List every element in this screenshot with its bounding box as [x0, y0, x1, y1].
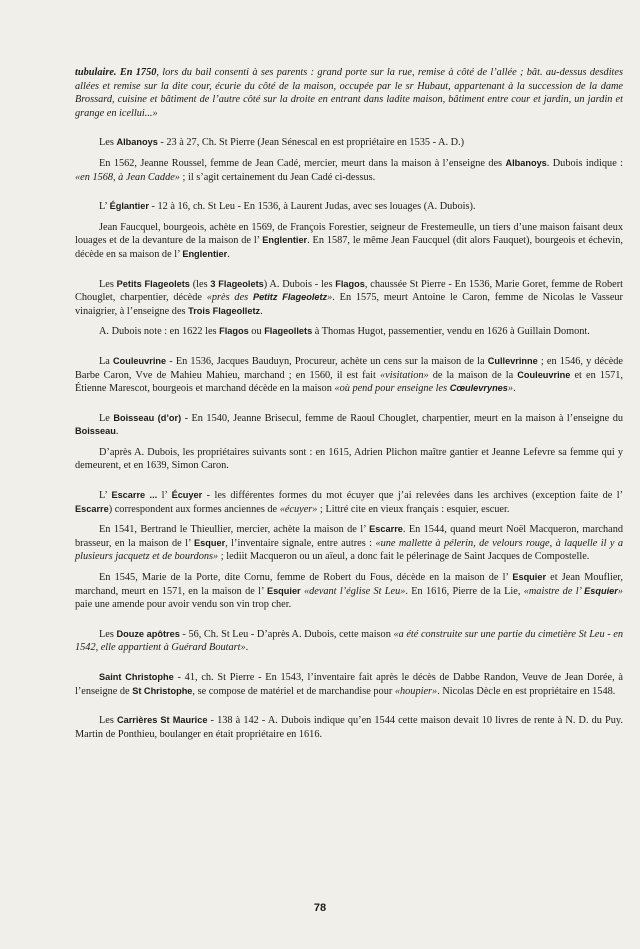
- house-sign-name: Couleuvrine: [517, 369, 571, 380]
- text-run: . En 1575, meurt Antoine le Caron, femme de Nicolas le Vasseur vinaigrier, à l’enseigne des: [75, 292, 623, 317]
- quotation: «près des: [206, 292, 253, 304]
- text-run: . En 1616, Pierre de la Lie,: [405, 585, 524, 597]
- text-run: , se compose de matériel et de marchandise pour: [192, 685, 395, 697]
- house-sign-name: Flageollets: [264, 326, 313, 337]
- house-sign-name: Esquer: [194, 537, 226, 548]
- house-sign-name: Saint Christophe: [99, 672, 174, 682]
- house-sign-name: Escarre ...: [111, 490, 162, 501]
- text-run: paie une amende pour avoir vendu son vin trop cher.: [75, 599, 292, 611]
- quotation: «a été construite sur une partie du cimetière St Leu - en 1542, elle appartient à Guérard Boutart»: [75, 628, 623, 654]
- house-sign-name: Églantier: [109, 201, 149, 212]
- text-run: ) correspondent aux formes anciennes de: [108, 503, 280, 515]
- house-sign-name: Boisseau: [75, 426, 116, 437]
- text-run: . En 1544, quand meurt Noël Macqueron, marchand brasseur, en la maison de l’: [75, 524, 623, 549]
- text-run: , l’inventaire signale, entre autres :: [225, 537, 376, 549]
- house-sign-name: Cœulevrynes: [449, 383, 508, 394]
- house-sign-name: Petits Flageolets: [116, 278, 190, 289]
- text-run: - 12 à 16, ch. St Leu - En 1536, à Laurent Judas, avec ses louages (A. Dubois).: [148, 201, 476, 213]
- house-sign-name: Escarre: [75, 503, 109, 514]
- text-run: - En 1536, Jacques Bauduyn, Procureur, achète un cens sur la maison de la: [166, 355, 488, 367]
- text-run: Les: [99, 628, 117, 640]
- text-run: Jean Faucquel, bourgeois, achète en 1569, de François Forestier, seigneur de Frestemeulle, un tiers d’une maison faisant deux louages et de la devanture de la maison de l’: [75, 221, 623, 247]
- house-sign-name: Esquier: [512, 572, 547, 583]
- text-run: L’: [99, 201, 110, 213]
- text-run: l’: [161, 490, 172, 502]
- entry-couleuvrine: [75, 355, 623, 396]
- entry-petits-flageolets: [75, 278, 623, 319]
- text-run: - les différentes formes du mot écuyer que j’ai relevées dans les archives (exception faite de l’: [202, 490, 624, 502]
- text-run: - En 1540, Jeanne Brisecul, femme de Raoul Chouglet, charpentier, meurt en la maison à l’enseigne du: [181, 412, 623, 424]
- text-run: - 23 à 27, Ch. St Pierre (Jean Sénescal en est propriétaire en 1535 - A. D.): [157, 137, 465, 149]
- text-run: Les: [99, 137, 117, 149]
- text-run: tubulaire. En 1750: [75, 67, 157, 78]
- house-sign-name: Flagos: [335, 278, 365, 289]
- quotation: «maistre de l’: [523, 585, 585, 597]
- paragraph: [75, 523, 623, 564]
- text-run: ) A. Dubois - les: [263, 278, 336, 290]
- text-run: . En 1587, le même Jean Faucquel (dit alors Fauquet), bourgeois et échevin, décède en sa maison de l’: [75, 235, 623, 260]
- house-sign-name: Carrières St Maurice: [116, 715, 208, 726]
- quotation: «où pend pour enseigne les: [334, 383, 450, 395]
- text-run: .: [227, 248, 230, 260]
- quotation: «houpier»: [394, 685, 438, 697]
- text-run: Le: [99, 412, 114, 424]
- text-run: Les: [99, 278, 117, 290]
- text-run: ou: [248, 326, 265, 338]
- entry-saint-christophe: [75, 671, 623, 698]
- quotation: «visitation»: [380, 369, 429, 381]
- house-sign-name: St Christophe: [132, 685, 193, 696]
- page-body: [75, 66, 623, 748]
- text-run: .: [260, 305, 263, 317]
- paragraph: [75, 157, 623, 184]
- text-run: D’après A. Dubois, les propriétaires suivants sont : en 1615, Adrien Plichon maître gantier et Jeanne Lefevre sa femme qui y demeurent, et en 1639, Simon Caron.: [75, 446, 623, 472]
- text-run: . Dubois indique :: [546, 157, 623, 169]
- house-sign-name: Douze apôtres: [116, 628, 180, 639]
- text-run: et Jean Mouflier, marchand, meurt en 1571, en la maison de l’: [75, 572, 623, 597]
- page-number: 78: [313, 902, 327, 914]
- text-run: La: [99, 355, 114, 367]
- text-run: , chaussée St Pierre - En 1536, Marie Goret, femme de Robert Chouglet, charpentier, décède: [75, 278, 624, 304]
- entry-douze-apotres: [75, 628, 623, 655]
- quotation: «devant l’église St Leu»: [303, 585, 406, 597]
- text-run: L’: [99, 490, 112, 502]
- quotation: »: [327, 292, 333, 304]
- text-run: ; il s’agit certainement du Jean Cadé ci-dessus.: [179, 171, 376, 183]
- paragraph: [75, 446, 623, 473]
- house-sign-name: Englentier: [182, 248, 228, 259]
- text-run: ; en 1546, y décède Barbe Caron, Vve de Mahieu Mahieu, marchand ; en 1560, il est fait: [75, 355, 623, 381]
- paragraph: [75, 571, 623, 612]
- text-run: ; lediit Macqueron ou un aïeul, a donc fait le pélerinage de Saint Jacques de Compostelle.: [218, 551, 590, 563]
- house-sign-name: Petitz Flageoletz: [252, 292, 328, 303]
- paragraph: [75, 221, 623, 262]
- text-run: En 1545, Marie de la Porte, dite Cornu, femme de Robert du Fous, décède en la maison de l’: [99, 572, 513, 584]
- paragraph: [75, 325, 623, 339]
- text-run: .: [115, 426, 119, 438]
- entry-carrieres-st-maurice: [75, 714, 623, 741]
- text-run: - 138 à 142 - A. Dubois indique qu’en 1544 cette maison devait 10 livres de rente à N. D. du Puy. Martin de Ponthieu, boulanger en était propriétaire en 1616.: [75, 715, 623, 740]
- quotation: «écuyer»: [279, 503, 318, 515]
- paragraph-continuation: [75, 66, 623, 120]
- quotation: «une mallette à pélerin, de velours rouge, à laquelle il y a plusieurs jacquetz et de bourdons»: [75, 537, 623, 563]
- entry-albanoys: [75, 136, 623, 150]
- text-run: , lors du bail consenti à ses parents : grand porte sur la rue, remise à côté de l’allée ; bât. au-dessus desdites allées et remise sur la dite cour, écurie du côté de la maison, occupée par le sr Hubaut, appartenant à la succession de la dame Brossard, cuisine et bâtiment de l’autre côté sur la droite en entrant dans ladite maison, bâtiment entre cour et jardin, un jardin et grange en icellui...»: [75, 67, 623, 119]
- house-sign-name: Boisseau (d’or): [113, 412, 182, 423]
- text-run: A. Dubois note : en 1622 les: [99, 326, 220, 338]
- house-sign-name: Esquier: [584, 585, 618, 596]
- house-sign-name: Couleuvrine: [113, 355, 167, 366]
- text-run: En 1541, Bertrand le Thieullier, mercier, achète la maison de l’: [99, 524, 370, 536]
- text-run: .: [513, 383, 516, 395]
- house-sign-name: Esquier: [266, 585, 301, 596]
- quotation: »: [507, 383, 514, 395]
- quotation: »: [617, 585, 624, 597]
- entry-escarre: [75, 489, 623, 516]
- house-sign-name: 3 Flageolets: [210, 278, 264, 289]
- house-sign-name: Trois Flageolletz: [188, 305, 261, 316]
- text-run: .: [245, 642, 249, 654]
- text-run: - 56, Ch. St Leu - D’après A. Dubois, cette maison: [179, 628, 394, 640]
- house-sign-name: Albanoys: [505, 157, 547, 168]
- entry-eglantier: [75, 200, 623, 214]
- text-run: En 1562, Jeanne Roussel, femme de Jean Cadé, mercier, meurt dans la maison à l’enseigne des: [99, 157, 506, 169]
- text-run: à Thomas Hugot, passementier, vendu en 1626 à Guillain Domont.: [312, 326, 590, 338]
- entry-boisseau: [75, 412, 623, 439]
- text-run: de la maison de la: [428, 369, 518, 381]
- text-run: ; Littré cite en vieux français : esquier, escuer.: [317, 503, 510, 515]
- text-run: Les: [99, 715, 117, 727]
- quotation: «en 1568, à Jean Cadde»: [75, 171, 180, 183]
- house-sign-name: Englentier: [262, 235, 308, 246]
- house-sign-name: Écuyer: [171, 490, 203, 501]
- text-run: - 41, ch. St Pierre - En 1543, l’inventaire fait après le décès de Dabbe Randon, Veuve de Jean Dorée, à l’enseigne de: [75, 672, 623, 697]
- text-run: (les: [189, 278, 211, 290]
- house-sign-name: Cullevrinne: [487, 355, 538, 366]
- house-sign-name: Escarre: [369, 524, 403, 535]
- house-sign-name: Albanoys: [116, 137, 158, 148]
- text-run: et en 1571, Étienne Marescot, bourgeois et marchand décède en la maison: [75, 369, 623, 395]
- house-sign-name: Flagos: [219, 326, 249, 337]
- text-run: . Nicolas Dècle en est propriétaire en 1548.: [437, 685, 616, 697]
